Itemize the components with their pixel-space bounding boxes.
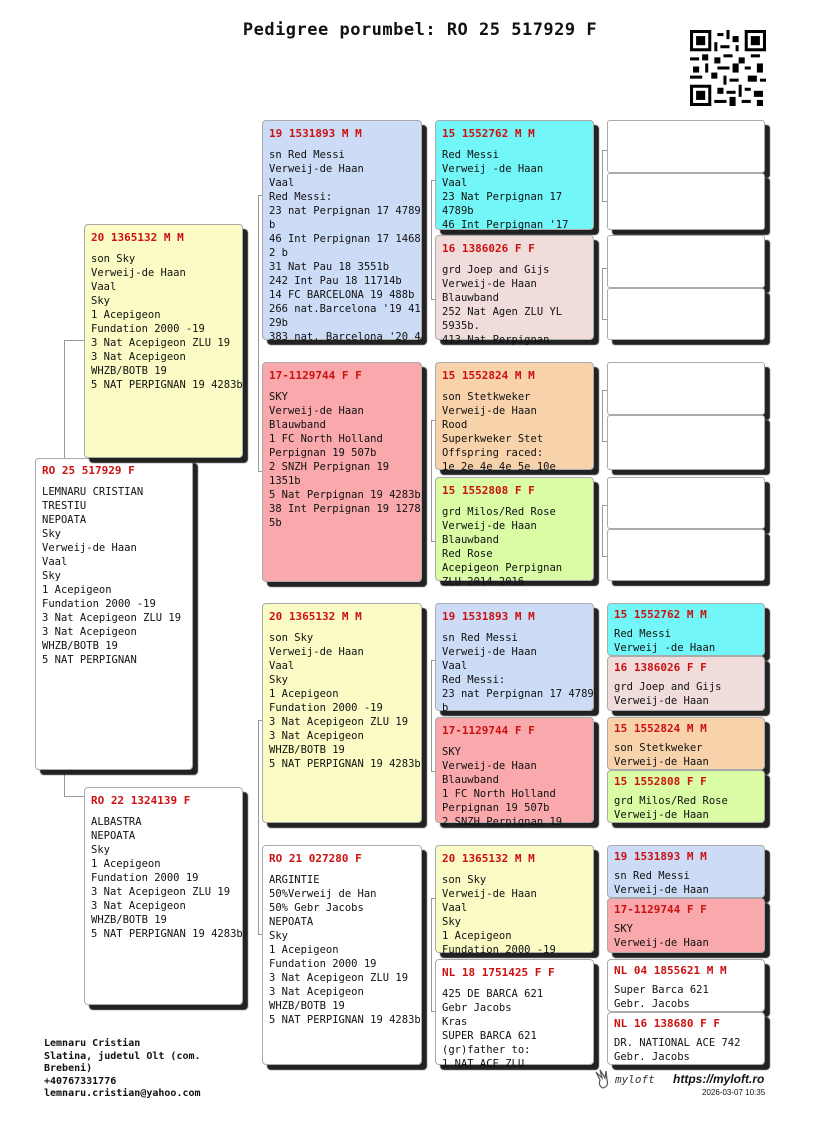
sire-line: 3 Nat Acepigeon ZLU 19 xyxy=(91,337,231,349)
sds-line: Superkweker Stet xyxy=(442,433,544,445)
ddd-id: NL 18 1751425 F F xyxy=(442,966,555,979)
subject-line: Verweij-de Haan xyxy=(42,542,137,554)
dsd-line: Perpignan 19 507b xyxy=(442,802,550,814)
sire-sire-line: 14 FC BARCELONA 19 488b xyxy=(269,289,415,301)
g4-line: Verweij -de Haan xyxy=(614,642,716,654)
sire-dam-line: SKY xyxy=(269,391,288,403)
dam-dam-line: NEPOATA xyxy=(269,916,314,928)
subject-line: 1 Acepigeon xyxy=(42,584,112,596)
g4-line: Gebr. Jacobs xyxy=(614,1051,690,1063)
sire-card[interactable] xyxy=(84,224,243,458)
dss-line: Verweij-de Haan xyxy=(442,646,537,658)
site-url[interactable]: https://myloft.ro xyxy=(673,1072,765,1086)
dss-line: b xyxy=(442,702,449,714)
ddd-line: Gebr Jacobs xyxy=(442,1002,512,1014)
sire-dam-line: Blauwband xyxy=(269,419,326,431)
sire-sire-line: Verweij-de Haan xyxy=(269,163,364,175)
dam-sire-line: Fundation 2000 -19 xyxy=(269,702,383,714)
g4-line: Verweij-de Haan xyxy=(614,756,709,768)
ddd-line: Kras xyxy=(442,1016,468,1028)
g4-line: Verweij-de Haan xyxy=(614,937,709,949)
dss-card[interactable] xyxy=(435,603,594,714)
dam-dam-line: 3 Nat Acepigeon xyxy=(269,986,364,998)
owner-address: Slatina, judetul Olt (com. xyxy=(44,1050,201,1062)
g4-line: grd Milos/Red Rose xyxy=(614,795,728,807)
sire-sire-line: Vaal xyxy=(269,177,295,189)
dam-sire-line: Verweij-de Haan xyxy=(269,646,364,658)
g4-id: 16 1386026 F F xyxy=(614,661,707,674)
g4-id: 19 1531893 M M xyxy=(614,850,707,863)
subject-id: RO 25 517929 F xyxy=(42,464,135,477)
sire-dam-card[interactable] xyxy=(262,362,422,582)
dss-id: 19 1531893 M M xyxy=(442,610,535,623)
subject-line: Sky xyxy=(42,528,61,540)
dam-sire-line: 1 Acepigeon xyxy=(269,688,339,700)
ssd-line: 5935b. xyxy=(442,320,480,332)
empty-slot xyxy=(607,288,765,340)
page-title: Pedigree porumbel: RO 25 517929 F xyxy=(242,20,598,40)
sire-line: WHZB/BOTB 19 xyxy=(91,365,167,377)
sire-sire-id: 19 1531893 M M xyxy=(269,127,362,140)
sdd-line: grd Milos/Red Rose xyxy=(442,506,556,518)
sire-line: Sky xyxy=(91,295,110,307)
sire-dam-line: 1 FC North Holland xyxy=(269,433,383,445)
sds-line: Rood xyxy=(442,419,468,431)
sire-sire-card[interactable] xyxy=(262,120,422,343)
print-date: 2026-03-07 10:35 xyxy=(702,1088,766,1097)
subject-line: LEMNARU CRISTIAN xyxy=(42,486,144,498)
subject-line: TRESTIU xyxy=(42,500,87,512)
sds-line: Verweij-de Haan xyxy=(442,405,537,417)
dss-line: Red Messi: xyxy=(442,674,506,686)
sire-sire-line: 29b xyxy=(269,317,288,329)
ssd-line: 252 Nat Agen ZLU YL xyxy=(442,306,563,318)
dds-line: son Sky xyxy=(442,874,487,886)
sds-id: 15 1552824 M M xyxy=(442,369,535,382)
g4-line: DR. NATIONAL ACE 742 xyxy=(614,1037,741,1049)
subject-line: WHZB/BOTB 19 xyxy=(42,640,118,652)
g4-card[interactable] xyxy=(607,717,765,770)
sire-dam-line: 5b xyxy=(269,517,282,529)
ddd-line: (gr)father to: xyxy=(442,1044,531,1056)
sire-line: Fundation 2000 -19 xyxy=(91,323,205,335)
g4-id: NL 16 138680 F F xyxy=(614,1017,720,1030)
dam-dam-line: 5 NAT PERPIGNAN 19 4283b xyxy=(269,1014,421,1026)
dss-line: 23 nat Perpignan 17 4789 xyxy=(442,688,594,700)
dds-line: Fundation 2000 -19 xyxy=(442,944,556,956)
dds-line: Verweij-de Haan xyxy=(442,888,537,900)
dsd-id: 17-1129744 F F xyxy=(442,724,535,737)
subject-card[interactable] xyxy=(35,458,193,770)
g4-line: Red Messi xyxy=(614,628,671,640)
sire-line: Verweij-de Haan xyxy=(91,267,186,279)
g4-line: Super Barca 621 xyxy=(614,984,709,996)
subject-lines xyxy=(42,485,186,667)
dam-dam-line: WHZB/BOTB 19 xyxy=(269,1000,345,1012)
g4-line: Gebr. Jacobs xyxy=(614,998,690,1010)
g4-line: grd Joep and Gijs xyxy=(614,681,722,693)
dds-line: Vaal xyxy=(442,902,468,914)
sdd-card[interactable] xyxy=(435,477,594,588)
sire-dam-line: Perpignan 19 507b xyxy=(269,447,377,459)
dam-dam-line: Sky xyxy=(269,930,288,942)
sss-line: Vaal xyxy=(442,177,468,189)
dam-line: ALBASTRA xyxy=(91,816,142,828)
sire-sire-line: 23 nat Perpignan 17 4789 xyxy=(269,205,421,217)
dds-line: 1 Acepigeon xyxy=(442,930,512,942)
sds-line: son Stetkweker xyxy=(442,391,531,403)
dam-sire-line: 5 NAT PERPIGNAN 19 4283b xyxy=(269,758,421,770)
g4-line: Verweij-de Haan xyxy=(614,809,709,821)
sire-sire-line: 383 nat. Barcelona '20 4 xyxy=(269,331,421,343)
g4-card[interactable] xyxy=(607,770,765,823)
dsd-line: 1 FC North Holland xyxy=(442,788,556,800)
dam-dam-line: 1 Acepigeon xyxy=(269,944,339,956)
ssd-id: 16 1386026 F F xyxy=(442,242,535,255)
dam-line: 1 Acepigeon xyxy=(91,858,161,870)
subject-line: Fundation 2000 -19 xyxy=(42,598,156,610)
sire-sire-line: 31 Nat Pau 18 3551b xyxy=(269,261,390,273)
g4-line: Verweij-de Haan xyxy=(614,884,709,896)
sire-dam-line: 5 Nat Perpignan 19 4283b xyxy=(269,489,421,501)
brand-name: myloft xyxy=(615,1073,655,1086)
g4-card[interactable] xyxy=(607,603,765,656)
sss-line: 46 Int Perpignan '17 xyxy=(442,219,569,231)
sss-line: Verweij -de Haan xyxy=(442,163,544,175)
sdd-line: Verweij-de Haan xyxy=(442,520,537,532)
dds-id: 20 1365132 M M xyxy=(442,852,535,865)
sire-sire-line: sn Red Messi xyxy=(269,149,345,161)
sss-line: 23 Nat Perpignan 17 xyxy=(442,191,563,203)
sire-dam-line: 38 Int Perpignan 19 1278 xyxy=(269,503,421,515)
g4-card[interactable] xyxy=(607,845,765,898)
g4-line: Verweij-de Haan xyxy=(614,695,709,707)
dam-line: NEPOATA xyxy=(91,830,136,842)
sire-sire-line: Red Messi: xyxy=(269,191,333,203)
bird-logo-icon xyxy=(594,1068,614,1090)
ddd-line: 425 DE BARCA 621 xyxy=(442,988,544,1000)
ssd-line: Verweij-de Haan xyxy=(442,278,537,290)
dam-line: 3 Nat Acepigeon ZLU 19 xyxy=(91,886,231,898)
sss-card[interactable] xyxy=(435,120,594,230)
dsd-line: 2 SNZH Perpignan 19 xyxy=(442,816,563,828)
owner-address: Brebeni) xyxy=(44,1063,93,1074)
sire-id: 20 1365132 M M xyxy=(91,231,184,244)
dam-sire-line: Sky xyxy=(269,674,288,686)
sire-sire-line: b xyxy=(269,219,276,231)
dam-card[interactable] xyxy=(84,787,243,1005)
owner-name: Lemnaru Cristian xyxy=(44,1038,141,1049)
g4-line: SKY xyxy=(614,923,633,935)
empty-slot xyxy=(607,477,765,529)
dds-card[interactable] xyxy=(435,845,594,956)
dam-line: Sky xyxy=(91,844,110,856)
g4-id: NL 04 1855621 M M xyxy=(614,964,727,977)
dsd-line: Verweij-de Haan xyxy=(442,760,537,772)
dds-line: Sky xyxy=(442,916,461,928)
dsd-line: Blauwband xyxy=(442,774,499,786)
subject-line: 3 Nat Acepigeon ZLU 19 xyxy=(42,612,182,624)
sdd-line: ZLU 2014-2016 xyxy=(442,576,525,588)
sire-sire-line: 266 nat.Barcelona '19 41 xyxy=(269,303,421,315)
sire-dam-id: 17-1129744 F F xyxy=(269,369,362,382)
g4-id: 15 1552762 M M xyxy=(614,608,707,621)
dam-dam-line: 50%Verweij de Han xyxy=(269,888,377,900)
g4-card[interactable] xyxy=(607,1012,765,1065)
g4-line: sn Red Messi xyxy=(614,870,690,882)
sds-line: Offspring raced: xyxy=(442,447,544,459)
g4-id: 15 1552808 F F xyxy=(614,775,707,788)
dam-sire-line: Vaal xyxy=(269,660,295,672)
dam-dam-line: Fundation 2000 19 xyxy=(269,958,377,970)
empty-slot xyxy=(607,235,765,288)
sire-line: 1 Acepigeon xyxy=(91,309,161,321)
dam-dam-line: 3 Nat Acepigeon ZLU 19 xyxy=(269,972,409,984)
ddd-line: SUPER BARCA 621 xyxy=(442,1030,537,1042)
sire-sire-line: 2 b xyxy=(269,247,288,259)
sire-line: 3 Nat Acepigeon xyxy=(91,351,186,363)
sdd-id: 15 1552808 F F xyxy=(442,484,535,497)
subject-line: Sky xyxy=(42,570,61,582)
dam-sire-card[interactable] xyxy=(262,603,422,823)
sds-card[interactable] xyxy=(435,362,594,473)
sire-line: 5 NAT PERPIGNAN 19 4283b xyxy=(91,379,243,391)
sss-id: 15 1552762 M M xyxy=(442,127,535,140)
empty-slot xyxy=(607,415,765,470)
owner-email[interactable]: lemnaru.cristian@yahoo.com xyxy=(44,1088,201,1099)
g4-card[interactable] xyxy=(607,898,765,953)
ssd-line: Blauwband xyxy=(442,292,499,304)
owner-info xyxy=(44,1038,201,1101)
empty-slot xyxy=(607,529,765,581)
subject-line: 5 NAT PERPIGNAN xyxy=(42,654,137,666)
g4-card[interactable] xyxy=(607,656,765,711)
g4-id: 15 1552824 M M xyxy=(614,722,707,735)
sire-line: Vaal xyxy=(91,281,117,293)
g4-id: 17-1129744 F F xyxy=(614,903,707,916)
dam-dam-card[interactable] xyxy=(262,845,422,1065)
dam-line: 3 Nat Acepigeon xyxy=(91,900,186,912)
dam-id: RO 22 1324139 F xyxy=(91,794,191,807)
ddd-line: 1 NAT ACE ZLU xyxy=(442,1058,525,1070)
qr-code-icon xyxy=(690,30,766,106)
dam-dam-line: 50% Gebr Jacobs xyxy=(269,902,364,914)
dam-dam-line: ARGINTIE xyxy=(269,874,320,886)
dam-sire-line: 3 Nat Acepigeon ZLU 19 xyxy=(269,716,409,728)
ssd-card[interactable] xyxy=(435,235,594,346)
sire-sire-line: 46 Int Perpignan 17 1468 xyxy=(269,233,421,245)
dam-line: Fundation 2000 19 xyxy=(91,872,199,884)
dss-line: Vaal xyxy=(442,660,468,672)
empty-slot xyxy=(607,362,765,415)
empty-slot xyxy=(607,120,765,173)
dam-line: WHZB/BOTB 19 xyxy=(91,914,167,926)
dam-sire-line: son Sky xyxy=(269,632,314,644)
sire-dam-line: 2 SNZH Perpignan 19 xyxy=(269,461,390,473)
sss-line: Red Messi xyxy=(442,149,499,161)
sdd-line: Acepigeon Perpignan xyxy=(442,562,563,574)
subject-line: NEPOATA xyxy=(42,514,87,526)
dsd-card[interactable] xyxy=(435,717,594,828)
sds-line: 1e 2e 4e 4e 5e 10e xyxy=(442,461,556,473)
ssd-line: grd Joep and Gijs xyxy=(442,264,550,276)
empty-slot xyxy=(607,173,765,230)
dam-sire-line: 3 Nat Acepigeon xyxy=(269,730,364,742)
owner-phone: +40767331776 xyxy=(44,1075,117,1087)
sss-line: 4789b xyxy=(442,205,474,217)
dss-line: sn Red Messi xyxy=(442,632,518,644)
dam-sire-line: WHZB/BOTB 19 xyxy=(269,744,345,756)
g4-card[interactable] xyxy=(607,959,765,1012)
sire-sire-line: 242 Int Pau 18 11714b xyxy=(269,275,402,287)
sire-dam-line: 1351b xyxy=(269,475,301,487)
ddd-card[interactable] xyxy=(435,959,594,1070)
g4-line: son Stetkweker xyxy=(614,742,703,754)
ssd-line: 413 Nat Perpignan xyxy=(442,334,550,346)
dam-dam-id: RO 21 027280 F xyxy=(269,852,362,865)
sire-dam-line: Verweij-de Haan xyxy=(269,405,364,417)
sdd-line: Blauwband xyxy=(442,534,499,546)
subject-line: 3 Nat Acepigeon xyxy=(42,626,137,638)
subject-line: Vaal xyxy=(42,556,68,568)
dsd-line: SKY xyxy=(442,746,461,758)
dam-line: 5 NAT PERPIGNAN 19 4283b xyxy=(91,928,243,940)
sdd-line: Red Rose xyxy=(442,548,493,560)
dam-sire-id: 20 1365132 M M xyxy=(269,610,362,623)
sire-line: son Sky xyxy=(91,253,136,265)
